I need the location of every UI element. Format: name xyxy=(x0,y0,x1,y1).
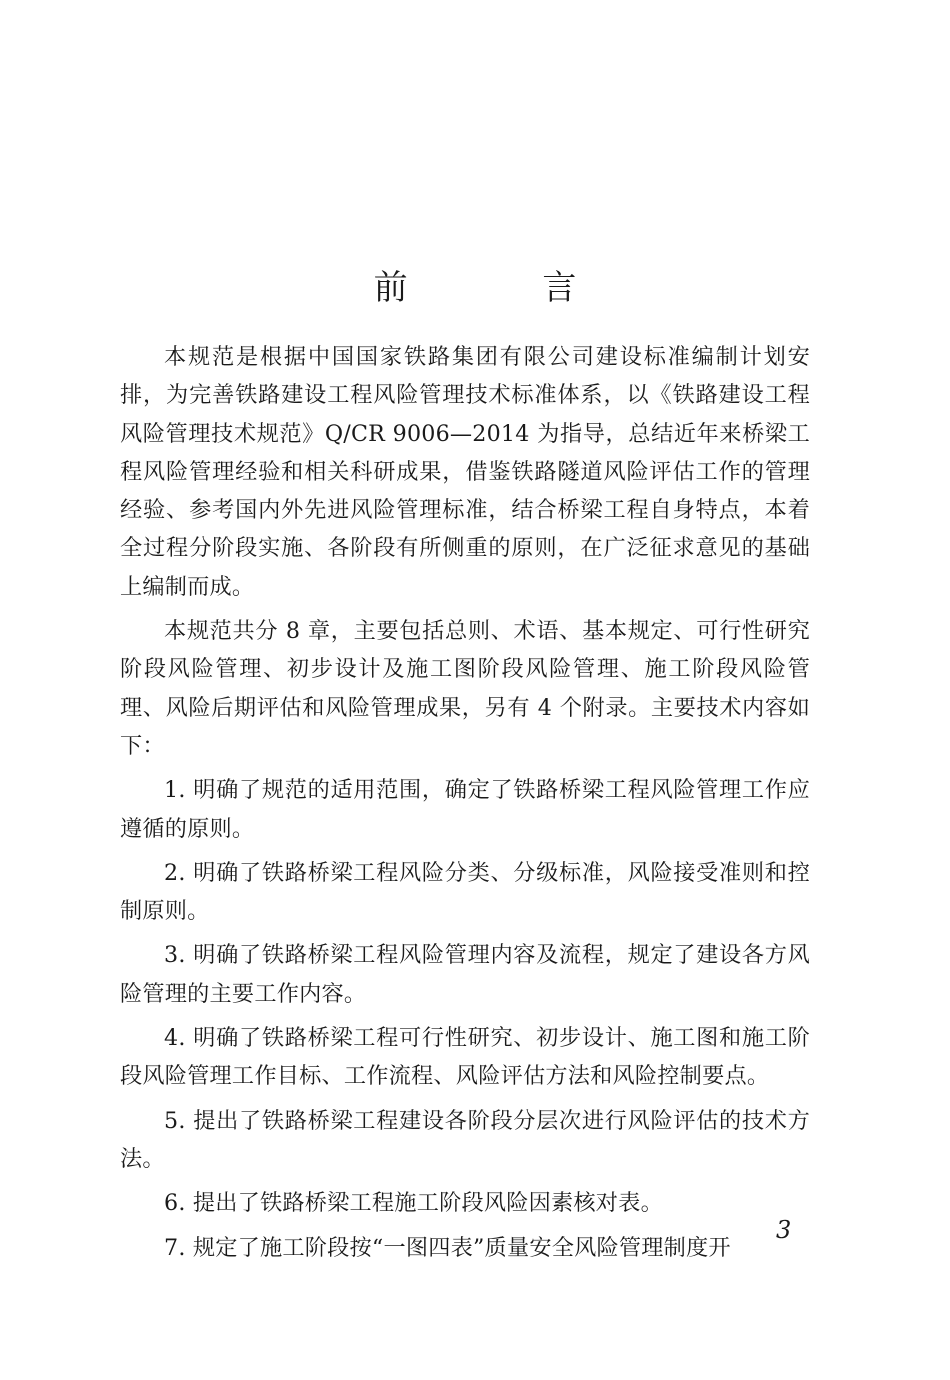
page-number: 3 xyxy=(776,1216,792,1244)
list-item-2: 2. 明确了铁路桥梁工程风险分类、分级标准，风险接受准则和控制原则。 xyxy=(120,859,810,925)
list-item-6: 6. 提出了铁路桥梁工程施工阶段风险因素核对表。 xyxy=(164,1190,663,1217)
paragraph-overview: 本规范共分 8 章，主要包括总则、术语、基本规定、可行性研究阶段风险管理、初步设计及施工图阶段风险管理、施工阶段风险管理、风险后期评估和风险管理成果，另有 4 个附录。主要技术内容如下： xyxy=(120,618,810,759)
list-item-5: 5. 提出了铁路桥梁工程建设各阶段分层次进行风险评估的技术方法。 xyxy=(120,1107,810,1172)
list-item-1: 1. 明确了规范的适用范围，确定了铁路桥梁工程风险管理工作应遵循的原则。 xyxy=(120,777,810,842)
list-item-3: 3. 明确了铁路桥梁工程风险管理内容及流程，规定了建设各方风险管理的主要工作内容。 xyxy=(120,942,810,1007)
page-title: 前 言 xyxy=(373,268,639,308)
body-text xyxy=(120,338,810,1273)
list-item-4: 4. 明确了铁路桥梁工程可行性研究、初步设计、施工图和施工阶段风险管理工作目标、工作流程、风险评估方法和风险控制要点。 xyxy=(120,1025,810,1090)
paragraph-intro: 本规范是根据中国国家铁路集团有限公司建设标准编制计划安排，为完善铁路建设工程风险管理技术标准体系，以《铁路建设工程风险管理技术规范》Q/CR 9006—2014 为指导，总结近年来桥梁工程风险管理经验和相关科研成果，借鉴铁路隧道风险评估工作的管理经验、参考国内外先进风险管理标准，结合桥梁工程自身特点，本着全过程分阶段实施、各阶段有所侧重的原则，在广泛征求意见的基础上编制而成。 xyxy=(120,344,810,600)
list-item-7: 7. 规定了施工阶段按“一图四表”质量安全风险管理制度开 xyxy=(164,1234,731,1261)
